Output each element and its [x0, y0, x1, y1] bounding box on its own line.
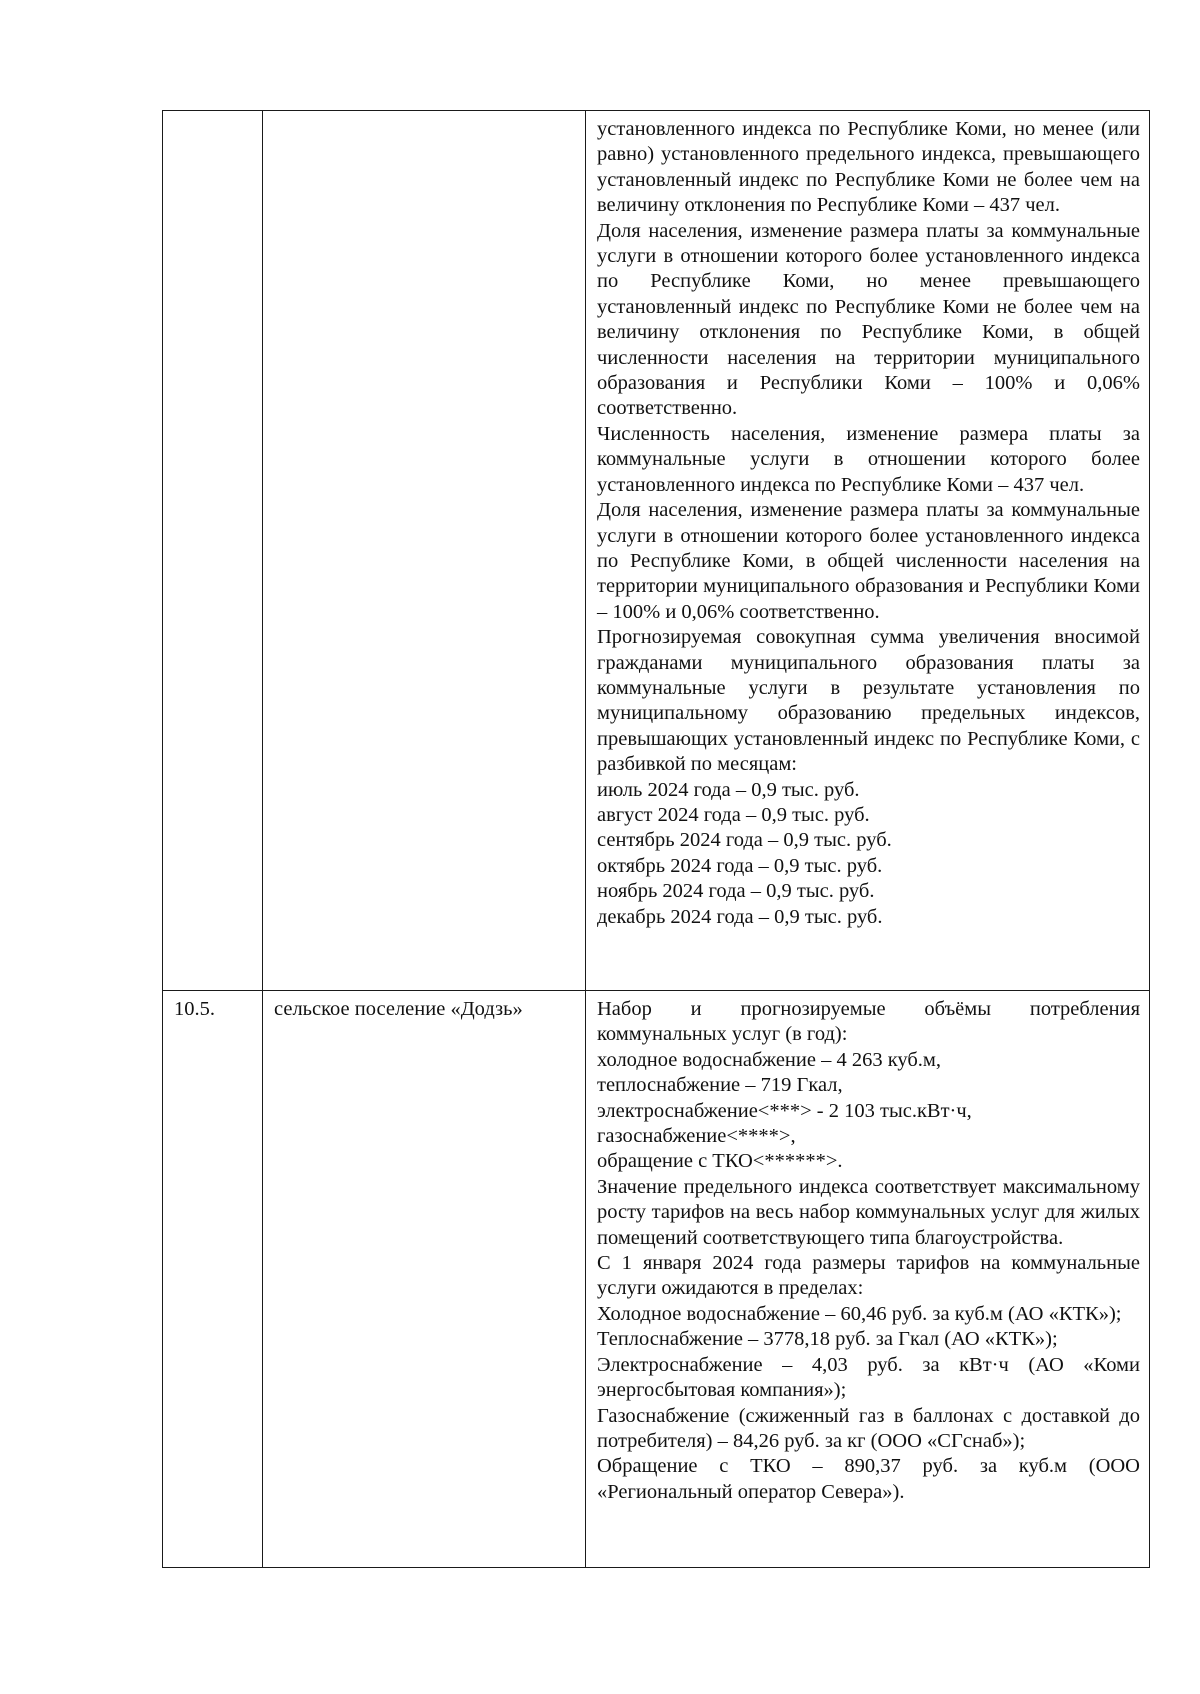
paragraph: установленного индекса по Республике Коми, но менее (или равно) установленного предельного индекса, превышающего установленный индекс по Республике Коми не более чем на величину отклонения по Республике Коми – 437 чел.: [597, 118, 1140, 217]
row-description-cell: [586, 991, 1150, 1568]
document-table: [162, 110, 1150, 1568]
paragraph: Значение предельного индекса соответствует максимальному росту тарифов на весь набор коммунальных услуг для жилых помещений соответствующего типа благоустройства.: [597, 1175, 1140, 1249]
row-number: 10.5.: [174, 998, 215, 1020]
tariff-paragraph: Газоснабжение (сжиженный газ в баллонах с доставкой до потребителя) – 84,26 руб. за кг (ООО «СГснаб»);: [597, 1404, 1140, 1452]
tariff-paragraph: Теплоснабжение – 3778,18 руб. за Гкал (АО «КТК»);: [597, 1328, 1058, 1351]
row-name-cell: [263, 991, 586, 1568]
row-description-cell: [586, 111, 1150, 991]
paragraph: Доля населения, изменение размера платы за коммунальные услуги в отношении которого более установленного индекса по Республике Коми, в общей численности населения на территории муниципального образования и Республики Коми – 100% и 0,06% соответственно.: [597, 499, 1140, 623]
row-number-cell: [163, 991, 263, 1568]
monthly-amount-line: октябрь 2024 года – 0,9 тыс. руб.: [597, 854, 883, 877]
tariff-paragraph: Электроснабжение – 4,03 руб. за кВт·ч (АО «Коми энергосбытовая компания»);: [597, 1353, 1140, 1402]
consumption-line: газоснабжение<****>,: [597, 1125, 796, 1148]
consumption-line: электроснабжение<***> - 2 103 тыс.кВт·ч,: [597, 1099, 972, 1122]
row-name: сельское поселение «Додзь»: [274, 998, 523, 1020]
monthly-amount-line: ноябрь 2024 года – 0,9 тыс. руб.: [597, 880, 875, 903]
monthly-amount-line: декабрь 2024 года – 0,9 тыс. руб.: [597, 905, 883, 928]
tariff-paragraph: Обращение с ТКО – 890,37 руб. за куб.м (ООО «Региональный оператор Севера»).: [597, 1455, 1140, 1503]
monthly-amount-line: сентябрь 2024 года – 0,9 тыс. руб.: [597, 829, 892, 852]
row-name-cell: [263, 111, 586, 991]
table-row: [163, 111, 1150, 991]
row-number-cell: [163, 111, 263, 991]
tariff-paragraph: Холодное водоснабжение – 60,46 руб. за куб.м (АО «КТК»);: [597, 1302, 1122, 1325]
monthly-amount-line: август 2024 года – 0,9 тыс. руб.: [597, 803, 870, 826]
paragraph: Численность населения, изменение размера платы за коммунальные услуги в отношении которого более установленного индекса по Республике Коми – 437 чел.: [597, 422, 1140, 496]
monthly-amount-line: июль 2024 года – 0,9 тыс. руб.: [597, 778, 860, 801]
table-row: [163, 991, 1150, 1568]
paragraph: Набор и прогнозируемые объёмы потребления коммунальных услуг (в год):: [597, 998, 1140, 1046]
consumption-line: теплоснабжение – 719 Гкал,: [597, 1074, 843, 1097]
paragraph: Прогнозируемая совокупная сумма увеличения вносимой гражданами муниципального образования платы за коммунальные услуги в результате установления по муниципальному образованию предельных индексов, превышающих установленный индекс по Республике Коми, с разбивкой по месяцам:: [597, 626, 1140, 776]
paragraph: Доля населения, изменение размера платы за коммунальные услуги в отношении которого более установленного индекса по Республике Коми, но менее превышающего установленный индекс по Республике Коми не более чем на величину отклонения по Республике Коми, в общей численности населения на территории муниципального образования и Республики Коми – 100% и 0,06% соответственно.: [597, 219, 1140, 420]
paragraph: С 1 января 2024 года размеры тарифов на коммунальные услуги ожидаются в пределах:: [597, 1252, 1140, 1300]
consumption-line: обращение с ТКО<******>.: [597, 1150, 843, 1173]
consumption-line: холодное водоснабжение – 4 263 куб.м,: [597, 1048, 942, 1071]
